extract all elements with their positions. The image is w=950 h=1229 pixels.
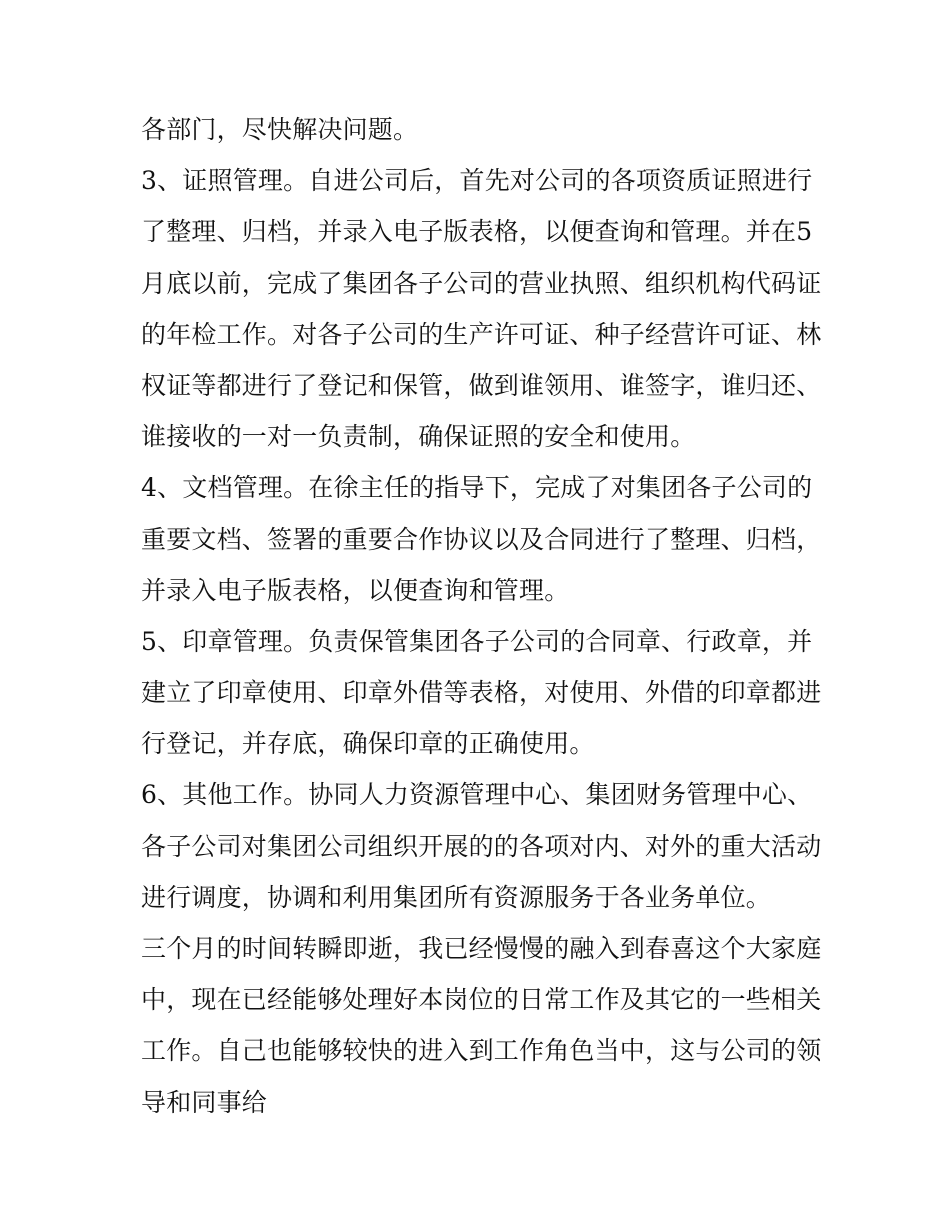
text-line: 工作。自己也能够较快的进入到工作角色当中，这与公司的领 (141, 1036, 822, 1066)
text-line: 三个月的时间转瞬即逝，我已经慢慢的融入到春喜这个大家庭 (141, 934, 822, 963)
text-line: 行登记，并存底，确保印章的正确使用。 (141, 729, 595, 759)
text-line: 各部门，尽快解决问题。 (141, 115, 419, 144)
text-line: 中，现在已经能够处理好本岗位的日常工作及其它的一些相关 (141, 985, 822, 1015)
text-line: 进行调度，协调和利用集团所有资源服务于各业务单位。 (141, 882, 772, 912)
text-line: 了整理、归档，并录入电子版表格，以便查询和管理。并在5 (141, 217, 813, 247)
body-text (141, 104, 831, 1128)
text-line: 各子公司对集团公司组织开展的的各项对内、对外的重大活动 (141, 831, 822, 861)
text-line: 谁接收的一对一负责制，确保证照的安全和使用。 (141, 422, 696, 452)
text-line: 建立了印章使用、印章外借等表格，对使用、外借的印章都进 (141, 678, 822, 708)
text-line: 5、印章管理。负责保管集团各子公司的合同章、行政章，并 (141, 626, 813, 656)
text-line: 6、其他工作。协同人力资源管理中心、集团财务管理中心、 (141, 780, 813, 810)
text-line: 并录入电子版表格，以便查询和管理。 (141, 575, 570, 605)
text-line: 权证等都进行了登记和保管，做到谁领用、谁签字，谁归还、 (141, 370, 822, 400)
text-line: 导和同事给 (141, 1087, 268, 1117)
text-line: 4、文档管理。在徐主任的指导下，完成了对集团各子公司的 (141, 473, 813, 503)
text-line: 重要文档、签署的重要合作协议以及合同进行了整理、归档， (141, 524, 822, 554)
text-line: 月底以前，完成了集团各子公司的营业执照、组织机构代码证 (141, 268, 822, 298)
text-line: 的年检工作。对各子公司的生产许可证、种子经营许可证、林 (141, 319, 822, 349)
text-line: 3、证照管理。自进公司后，首先对公司的各项资质证照进行 (141, 166, 813, 196)
